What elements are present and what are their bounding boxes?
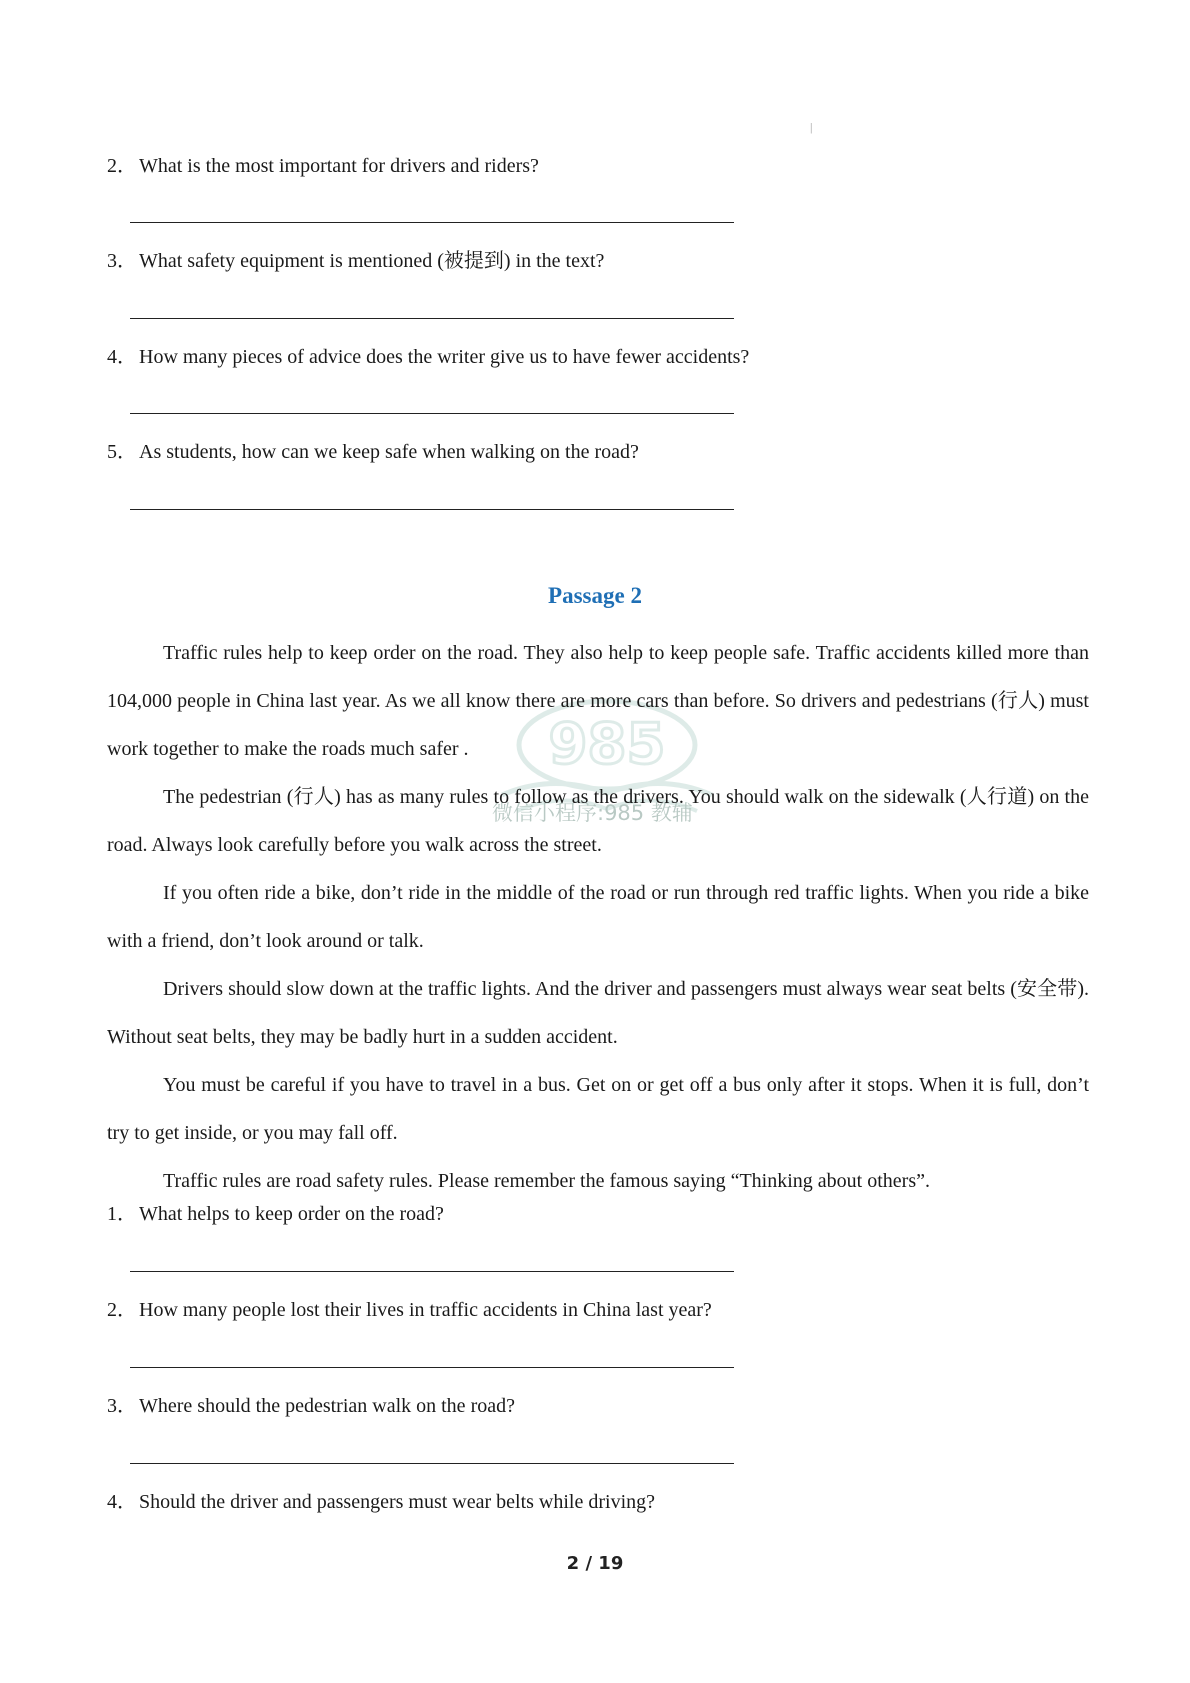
question-text: Where should the pedestrian walk on the road? [139,1395,515,1417]
passage-paragraph: If you often ride a bike, don’t ride in the middle of the road or run through red traffic lights. When you ride a bike with a friend, don’t look around or talk. [107,882,1089,952]
question-number: 4． [107,1491,137,1513]
passage-paragraph: You must be careful if you have to travel in a bus. Get on or get off a bus only after it stops. When it is full, don’t try to get inside, or you may fall off. [107,1074,1089,1144]
passage-paragraph: Traffic rules are road safety rules. Please remember the famous saying “Thinking about others”. [163,1170,930,1192]
question-item [107,1201,1097,1227]
question-text: What helps to keep order on the road? [139,1203,444,1225]
question-number: 5． [107,441,137,463]
passage-body [107,629,1089,1205]
question-number: 3． [107,250,137,272]
question-item [107,1393,1097,1419]
question-item [107,248,1097,274]
question-text: What safety equipment is mentioned (被提到) in the text? [139,250,605,272]
question-text: What is the most important for drivers and riders? [139,155,539,177]
question-number: 3． [107,1395,137,1417]
question-text: Should the driver and passengers must wear belts while driving? [139,1491,655,1513]
question-number: 2． [107,1299,137,1321]
svg-text:985: 985 [548,712,666,777]
answer-blank[interactable] [130,413,734,414]
question-item [107,1489,1097,1515]
question-item [107,344,1097,370]
answer-blank[interactable] [130,1367,734,1368]
question-text: How many people lost their lives in traffic accidents in China last year? [139,1299,712,1321]
answer-blank[interactable] [130,1271,734,1272]
question-number: 4． [107,346,137,368]
page-number: 2 / 19 [566,1553,624,1574]
passage-paragraph: The pedestrian (行人) has as many rules to follow as the drivers. You should walk on the sidewalk (人行道) on the road. Always look carefully before you walk across the street. [107,786,1089,856]
question-text: How many pieces of advice does the writer give us to have fewer accidents? [139,346,750,368]
question-number: 1． [107,1203,137,1225]
stray-mark: | [810,120,813,134]
passage-title: Passage 2 [548,583,642,608]
answer-blank[interactable] [130,509,734,510]
question-number: 2． [107,155,137,177]
passage-paragraph: Drivers should slow down at the traffic lights. And the driver and passengers must always wear seat belts (安全带). Without seat belts, they may be badly hurt in a sudden accident. [107,978,1089,1048]
question-item [107,439,1097,465]
watermark-caption: 微信小程序:985 教辅 [492,801,693,825]
question-item [107,153,1097,179]
answer-blank[interactable] [130,1463,734,1464]
passage-paragraph: Traffic rules help to keep order on the road. They also help to keep people safe. Traffic accidents killed more than 104,000 people in China last year. As we all know there are more cars than before. So drivers and pedestrians (行人) must work together to make the roads much safer . [107,642,1089,760]
answer-blank[interactable] [130,318,734,319]
answer-blank[interactable] [130,222,734,223]
question-item [107,1297,1097,1323]
question-text: As students, how can we keep safe when walking on the road? [139,441,639,463]
